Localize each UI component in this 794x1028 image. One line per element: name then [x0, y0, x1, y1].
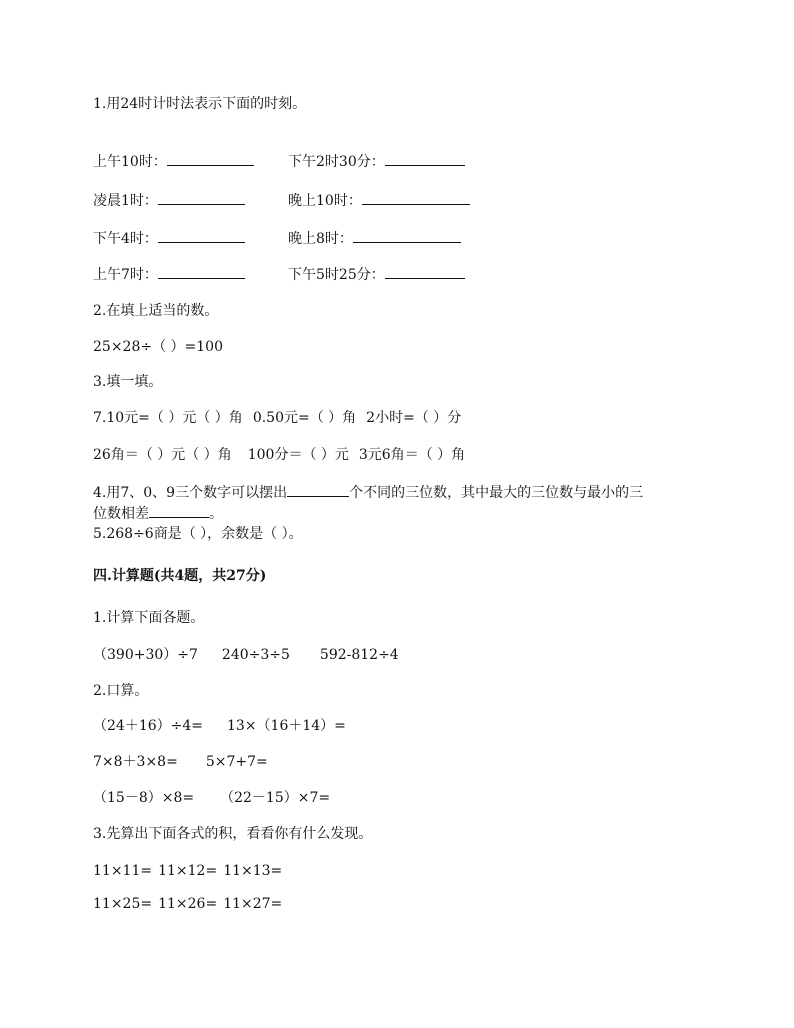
time-row-2-left [93, 190, 245, 210]
question-3-title: 3.填一填。 [93, 374, 163, 390]
question-1-title: 1.用24时计时法表示下面的时刻。 [93, 96, 307, 112]
question-5: 5.268÷6商是（ ），余数是（ ）。 [93, 526, 303, 542]
question-2-expression: 25×28÷（ ）=100 [93, 339, 223, 355]
calc-expression: 11×13= [223, 863, 283, 879]
answer-blank[interactable] [287, 482, 349, 497]
time-row-3-right [288, 228, 461, 248]
calc-expression: 13×（16＋14）= [227, 718, 346, 734]
question-4-line-1 [93, 482, 643, 502]
conversion-item: 100分＝（ ）元 [247, 447, 349, 463]
time-label: 上午7时： [93, 267, 158, 283]
answer-blank[interactable] [362, 190, 470, 205]
answer-blank[interactable] [158, 264, 245, 279]
question-3-row-1 [93, 409, 461, 427]
calc-expression: 11×12= [158, 863, 218, 879]
answer-blank[interactable] [385, 151, 465, 166]
conversion-item: 7.10元=（ ）元（ ）角 [93, 410, 243, 426]
calc-expression: （24＋16）÷4= [93, 718, 203, 734]
calc-expression: 7×8＋3×8= [93, 754, 178, 770]
time-row-4-right [288, 264, 465, 284]
time-label: 晚上10时： [288, 193, 362, 209]
question-4-text: 。 [209, 506, 223, 522]
calc-expression: （22－15）×7= [220, 790, 331, 806]
section-heading: 四.计算题(共4题，共27分) [93, 568, 267, 584]
answer-blank[interactable] [149, 503, 209, 518]
calc-expression: （390+30）÷7 [93, 647, 198, 663]
time-label: 下午4时： [93, 231, 158, 247]
time-label: 下午5时25分： [288, 267, 385, 283]
conversion-item: 3元6角＝（ ）角 [358, 447, 466, 463]
time-row-3-left [93, 228, 245, 248]
calc-expression: 5×7+7= [205, 754, 268, 770]
question-4-line-2 [93, 503, 223, 523]
answer-blank[interactable] [385, 264, 465, 279]
question-3-row-2 [93, 446, 465, 464]
time-row-4-left [93, 264, 245, 284]
question-4-text: 4.用7、0、9三个数字可以摆出 [93, 485, 288, 501]
answer-blank[interactable] [167, 151, 254, 166]
time-label: 凌晨1时： [93, 193, 158, 209]
answer-blank[interactable] [158, 228, 245, 243]
time-label: 上午10时： [93, 154, 167, 170]
time-row-2-right [288, 190, 470, 210]
answer-blank[interactable] [353, 228, 461, 243]
calc-2-row-2 [93, 753, 268, 771]
calc-expression: 592-812÷4 [319, 647, 399, 663]
question-2-title: 2.在填上适当的数。 [93, 303, 219, 319]
answer-blank[interactable] [158, 190, 245, 205]
calc-2-row-1 [93, 717, 346, 735]
conversion-item: 0.50元=（ ）角 [252, 410, 357, 426]
calc-1-items [93, 646, 399, 664]
calc-2-title: 2.口算。 [93, 683, 149, 699]
conversion-item: 2小时=（ ）分 [366, 410, 462, 426]
time-row-1-left [93, 151, 254, 171]
calc-expression: 240÷3÷5 [221, 647, 290, 663]
calc-expression: 11×27= [223, 896, 283, 912]
time-row-1-right [288, 151, 465, 171]
calc-expression: 11×11= [93, 863, 153, 879]
calc-expression: 11×26= [158, 896, 218, 912]
calc-expression: （15－8）×8= [93, 790, 195, 806]
calc-expression: 11×25= [93, 896, 153, 912]
calc-1-title: 1.计算下面各题。 [93, 610, 205, 626]
conversion-item: 26角＝（ ）元（ ）角 [93, 447, 232, 463]
time-label: 晚上8时： [288, 231, 353, 247]
calc-3-title: 3.先算出下面各式的积，看看你有什么发现。 [93, 826, 373, 842]
time-label: 下午2时30分： [288, 154, 385, 170]
question-4-text: 个不同的三位数，其中最大的三位数与最小的三 [349, 485, 644, 501]
calc-3-row-1 [93, 862, 282, 880]
calc-3-row-2 [93, 895, 282, 913]
question-4-text: 位数相差 [93, 506, 149, 522]
calc-2-row-3 [93, 789, 330, 807]
